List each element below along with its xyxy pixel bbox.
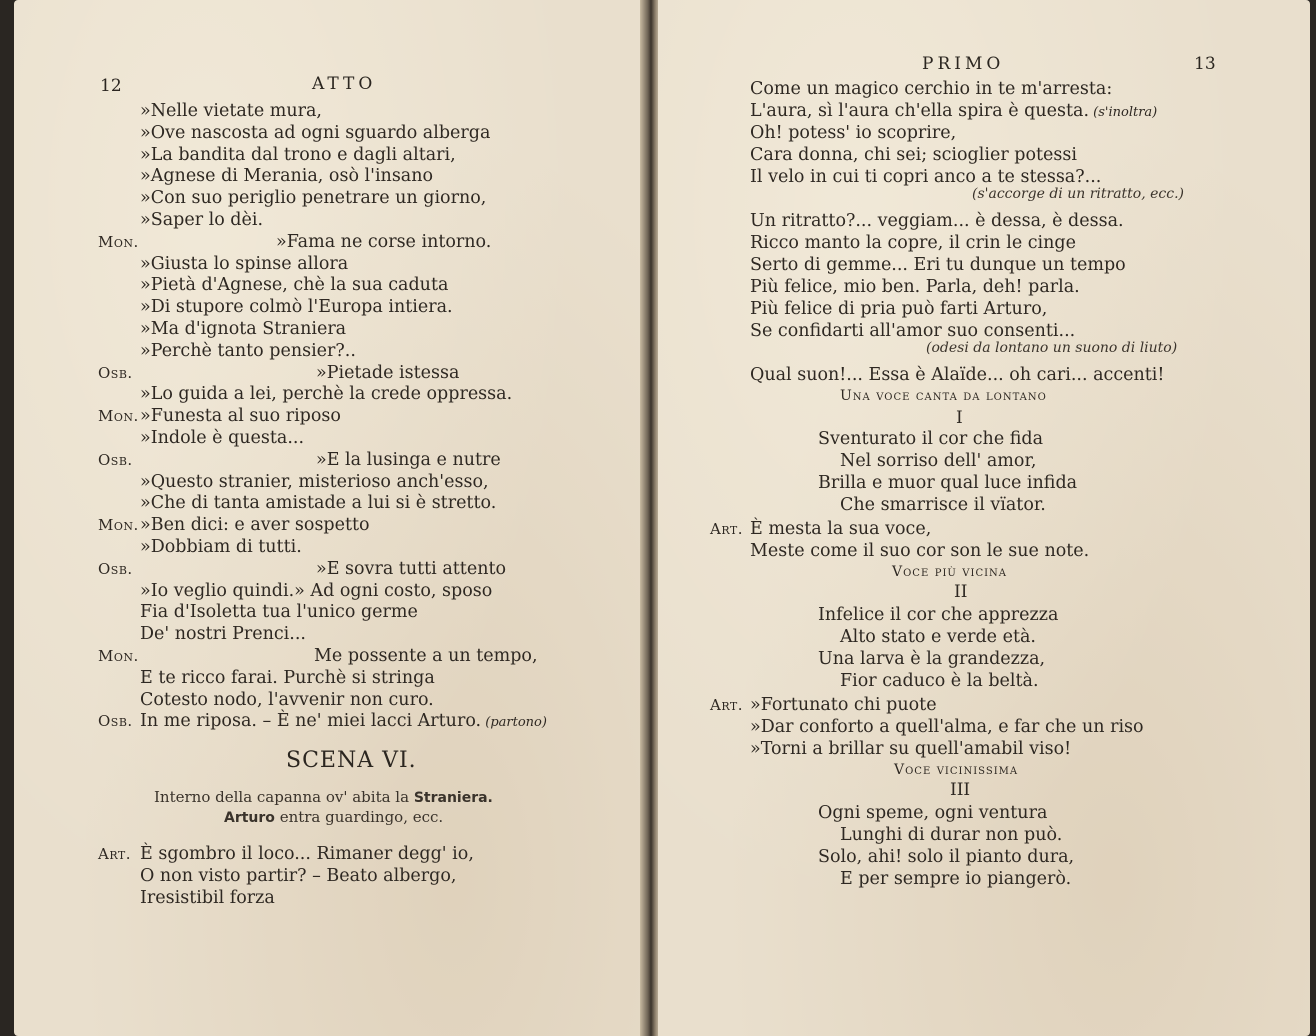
verse-line: Una larva è la grandezza, (818, 649, 1046, 669)
verse-line: »Ben dici: e aver sospetto (140, 515, 370, 536)
verse-line: »Saper lo dèi. (140, 210, 264, 230)
stanza-number: I (956, 408, 963, 428)
verse-line: Ogni speme, ogni ventura (818, 803, 1048, 823)
speaker-label: Mon. (98, 232, 139, 251)
verse-line: Infelice il cor che apprezza (818, 605, 1059, 625)
verse-line: Alto stato e verde età. (840, 627, 1036, 647)
speaker-label: Art. (710, 520, 744, 538)
verse-line: Se confidarti all'amor suo consenti... (750, 321, 1076, 341)
character-name: Straniera. (413, 790, 493, 806)
verse-line: Brilla e muor qual luce infida (818, 473, 1078, 493)
stanza-number: III (950, 780, 971, 800)
verse-line: »Dobbiam di tutti. (140, 537, 302, 557)
character-name: Arturo (224, 810, 275, 826)
right-page (658, 0, 1310, 1036)
stage-direction: (s'inoltra) (1089, 105, 1158, 120)
running-header: PRIMO (922, 54, 1005, 74)
verse-line: »Lo guida a lei, perchè la crede oppressa. (140, 384, 513, 405)
verse-line: L'aura, sì l'aura ch'ella spira è questa. (s'inoltra) (750, 101, 1158, 121)
verse-line: »Giusta lo spinse allora (140, 253, 349, 274)
verse-line: »Agnese di Merania, osò l'insano (140, 166, 434, 187)
verse-line: O non visto partir? – Beato albergo, (140, 866, 457, 886)
verse-line: »Con suo periglio penetrare un giorno, (140, 188, 487, 209)
verse-line: Il velo in cui ti copri anco a te stessa?... (750, 167, 1102, 187)
verse-line: Sventurato il cor che fida (818, 429, 1044, 449)
verse-line: Meste come il suo cor son le sue note. (750, 541, 1090, 561)
scene-description-text: entra guardingo, ecc. (274, 808, 444, 826)
speaker-label: Mon. (98, 647, 139, 665)
verse-line: »Torni a brillar su quell'amabil viso! (750, 739, 1072, 759)
book-gutter (640, 0, 660, 1036)
verse-line: In me riposa. – È ne' miei lacci Arturo. (partono) (140, 711, 547, 732)
stage-direction: (partono) (481, 715, 547, 731)
verse-line: Fior caduco è la beltà. (840, 671, 1039, 691)
verse-line: »Pietade istessa (316, 362, 460, 383)
speaker-label: Osb. (98, 559, 133, 578)
verse-line: Più felice, mio ben. Parla, deh! parla. (750, 277, 1080, 297)
verse-line: »Funesta al suo riposo (140, 406, 341, 427)
verse-line: »Perchè tanto pensier?.. (140, 340, 356, 361)
speaker-label: Art. (710, 696, 744, 714)
speaker-label: Osb. (98, 450, 133, 469)
speaker-label: Mon. (98, 516, 139, 535)
verse-line: »Questo stranier, misterioso anch'esso, (140, 471, 489, 492)
scene-title: SCENA VI. (286, 748, 417, 773)
verse-line: »La bandita dal trono e dagli altari, (140, 144, 456, 165)
page-number: 12 (100, 76, 122, 96)
verse-line: Oh! potess' io scoprire, (750, 123, 957, 143)
scene-description (224, 806, 443, 829)
verse-line: »Di stupore colmò l'Europa intiera. (140, 297, 453, 318)
verse-line: »Che di tanta amistade a lui si è stretto. (140, 493, 497, 514)
verse-line: Più felice di pria può farti Arturo, (750, 299, 1048, 319)
verse-line: »Ove nascosta ad ogni sguardo alberga (140, 122, 491, 143)
verse-line: Cotesto nodo, l'avvenir non curo. (140, 689, 434, 710)
verse-line: Iresistibil forza (140, 888, 275, 908)
verse-line: »Pietà d'Agnese, chè la sua caduta (140, 275, 449, 296)
verse-line: Ricco manto la copre, il crin le cinge (750, 233, 1076, 253)
verse-line: »Fortunato chi puote (750, 695, 937, 715)
voice-heading: Voce vicinissima (894, 762, 1019, 778)
verse-line: »Nelle vietate mura, (140, 101, 322, 121)
verse-line: Fia d'Isoletta tua l'unico germe (140, 602, 418, 623)
speaker-label: Mon. (98, 407, 139, 426)
verse-line: »Io veglio quindi.» Ad ogni costo, sposo (140, 580, 493, 601)
verse-line: Me possente a un tempo, (314, 646, 538, 666)
verse-line: Come un magico cerchio in te m'arresta: (750, 79, 1113, 99)
verse-line: »Fama ne corse intorno. (276, 231, 492, 252)
verse-line: De' nostri Prenci... (140, 624, 306, 645)
verse-line: Che smarrisce il vïator. (840, 495, 1046, 515)
stanza-number: II (954, 582, 968, 602)
verse-line: È sgombro il loco... Rimaner degg' io, (140, 844, 474, 864)
page-number: 13 (1194, 54, 1216, 74)
verse-line: È mesta la sua voce, (750, 519, 932, 539)
verse-line: »E sovra tutti attento (316, 558, 507, 579)
running-header: ATTO (312, 74, 377, 94)
verse-line: »Ma d'ignota Straniera (140, 319, 347, 339)
verse-line: Solo, ahi! solo il pianto dura, (818, 847, 1075, 867)
speaker-label: Art. (98, 845, 132, 863)
verse-line: Lunghi di durar non può. (840, 825, 1063, 845)
verse-line: Cara donna, chi sei; scioglier potessi (750, 145, 1077, 165)
stage-direction: (s'accorge di un ritratto, ecc.) (972, 186, 1185, 202)
verse-line: Serto di gemme... Eri tu dunque un tempo (750, 255, 1126, 275)
verse-line: Qual suon!... Essa è Alaïde... oh cari... accenti! (750, 365, 1165, 385)
left-page (14, 0, 642, 1036)
speaker-label: Osb. (98, 712, 133, 731)
voice-heading: Una voce canta da lontano (840, 388, 1047, 404)
stage-direction: (odesi da lontano un suono di liuto) (926, 340, 1178, 356)
verse-line: E te ricco farai. Purchè si stringa (140, 667, 435, 688)
verse-line: Un ritratto?... veggiam... è dessa, è dessa. (750, 211, 1124, 231)
speaker-label: Osb. (98, 363, 133, 382)
scene-description-text: Interno della capanna ov' abita la (154, 788, 414, 806)
verse-line: Nel sorriso dell' amor, (840, 451, 1037, 471)
voice-heading: Voce più vicina (892, 564, 1008, 580)
verse-line: E per sempre io piangerò. (840, 869, 1072, 889)
verse-line: »Dar conforto a quell'alma, e far che un riso (750, 717, 1144, 737)
verse-line: »Indole è questa... (140, 428, 305, 448)
verse-line: »E la lusinga e nutre (316, 449, 501, 470)
